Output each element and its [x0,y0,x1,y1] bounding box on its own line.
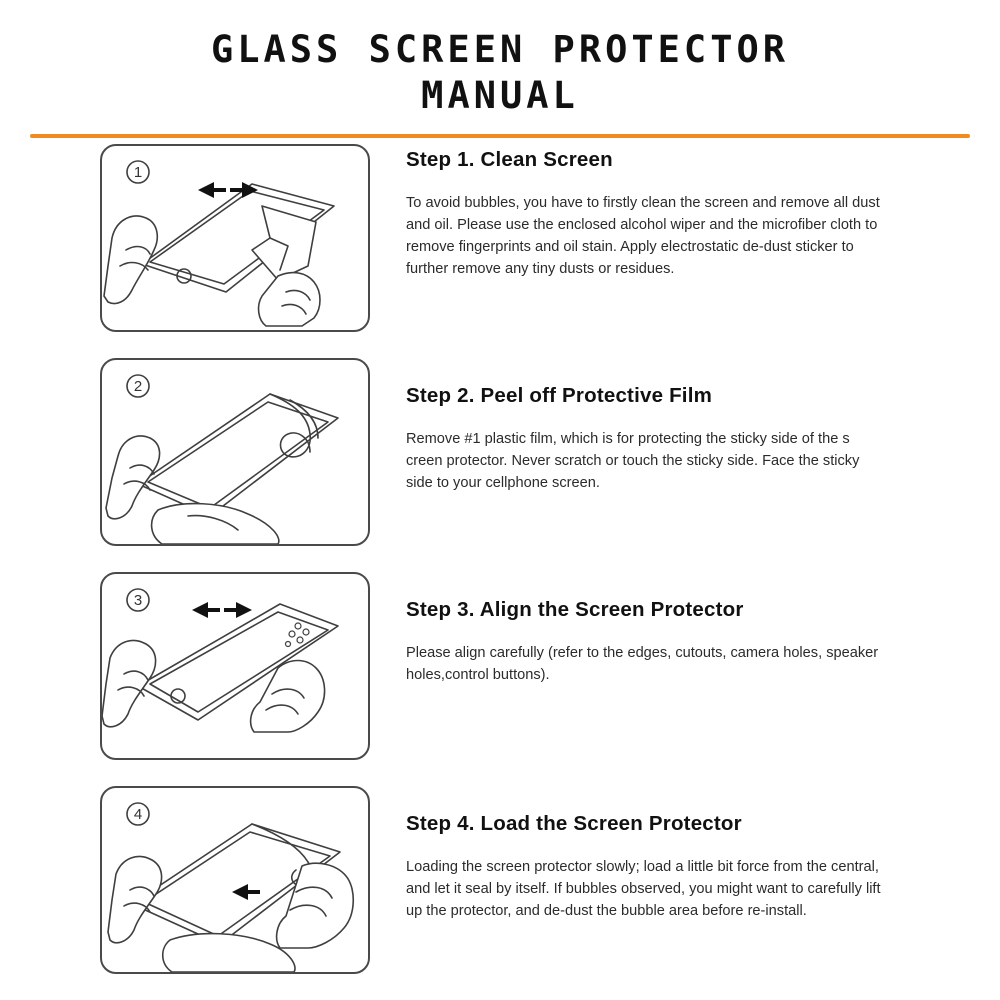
step-heading: Step 4. Load the Screen Protector [406,811,742,835]
step-text [370,572,916,686]
steps-list [26,144,974,974]
step-heading: Step 2. Peel off Protective Film [406,383,713,407]
step-body: To avoid bubbles, you have to firstly clean the screen and remove all dust and oil. Please use the enclosed alcohol wiper and the microfiber cloth to remove fingerprints and oil stain. Apply electrostatic de-dust sticker to further remove any tiny dusts or residues. [406,194,880,278]
step-text [370,144,916,281]
step-item [26,786,974,974]
step-text [370,786,916,923]
step-item [26,144,974,332]
step-heading: Step 1. Clean Screen [406,147,613,171]
illustration-align-protector [100,572,370,760]
figure-number: 4 [133,805,143,823]
illustration-load-protector [100,786,370,974]
title-line-2: MANUAL [421,73,579,117]
illustration-peel-off-film [100,358,370,546]
figure-number: 1 [133,163,143,181]
page-title [26,22,974,116]
step-item [26,572,974,760]
title-line-1: GLASS SCREEN PROTECTOR [210,28,790,71]
figure-number: 2 [133,377,143,395]
figure-number: 3 [133,591,143,609]
step-heading: Step 3. Align the Screen Protector [406,597,744,621]
illustration-clean-screen-with-wiper [100,144,370,332]
title-divider [30,134,970,138]
step-body: Loading the screen protector slowly; load a little bit force from the central, and let it seal by itself. If bubbles observed, you might want to carefully lift up the protector, and de-dust the bubble area before re-install. [406,858,881,920]
step-body: Remove #1 plastic film, which is for protecting the sticky side of the s creen protector. Never scratch or touch the sticky side. Face the sticky side to your cellphone screen. [406,430,860,492]
step-body: Please align carefully (refer to the edges, cutouts, camera holes, speaker holes,control buttons). [406,644,879,684]
step-text [370,358,916,495]
step-item [26,358,974,546]
